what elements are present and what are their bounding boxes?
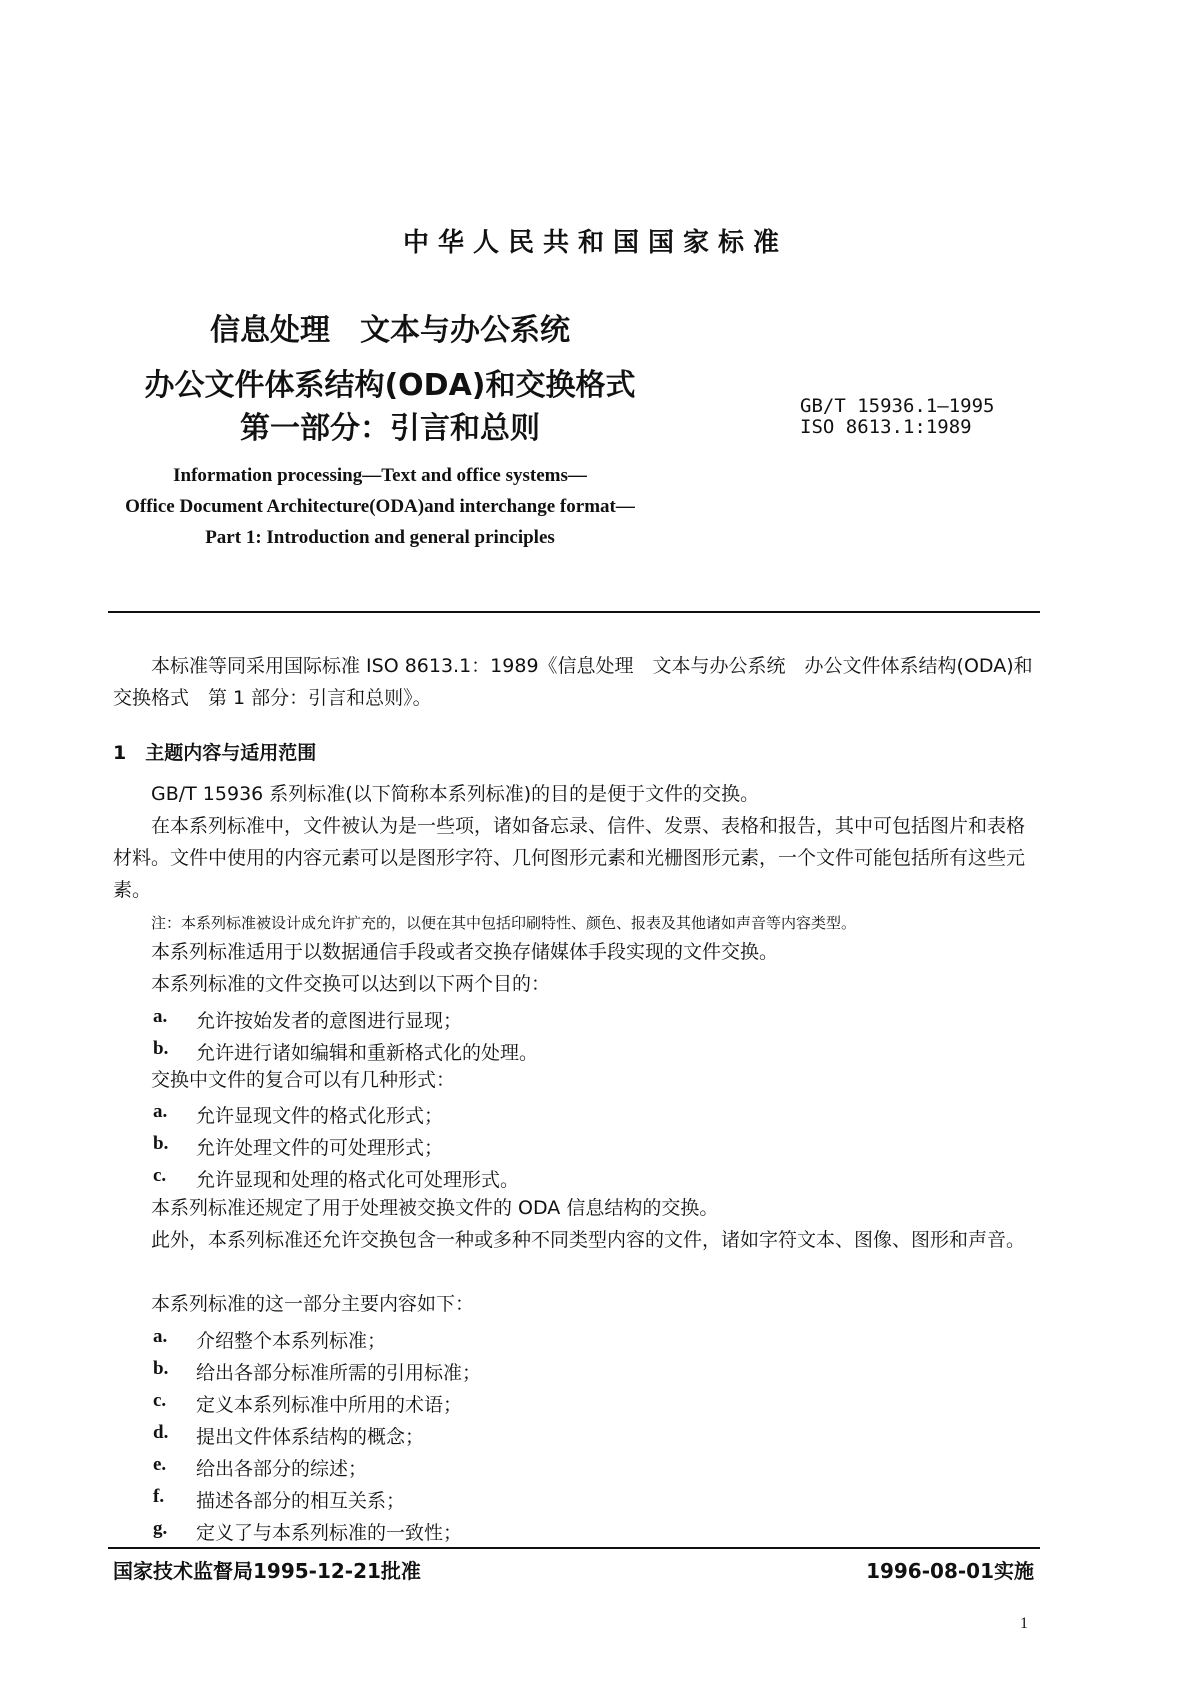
paragraph-7: 此外，本系列标准还允许交换包含一种或多种不同类型内容的文件，诸如字符文本、图像、图形和声音。 (151, 1229, 1026, 1251)
list-label: b. (153, 1358, 169, 1379)
page-number: 1 (1020, 1615, 1028, 1632)
effective-date: 1996-08-01实施 (866, 1559, 1034, 1583)
list-text: 允许处理文件的可处理形式； (196, 1137, 444, 1159)
list-text: 允许进行诸如编辑和重新格式化的处理。 (196, 1042, 539, 1064)
list-label: c. (153, 1165, 167, 1186)
title-en-line3: Part 1: Introduction and general principles (205, 527, 555, 548)
title-en-line2: Office Document Architecture(ODA)and interchange format— (125, 496, 635, 517)
list-text: 介绍整个本系列标准； (196, 1330, 387, 1352)
code-gb: GB/T 15936.1—1995 (800, 395, 995, 417)
list-label: b. (153, 1133, 169, 1154)
title-cn-line1: 信息处理 文本与办公系统 (210, 313, 570, 348)
list-label: b. (153, 1038, 169, 1059)
title-cn-line3: 第一部分：引言和总则 (240, 411, 540, 446)
list-label: a. (153, 1006, 168, 1027)
paragraph-4: 本系列标准的文件交换可以达到以下两个目的： (151, 973, 551, 995)
intro-paragraph: 本标准等同采用国际标准 ISO 8613.1：1989《信息处理 文本与办公系统 办公文件体系结构(ODA)和交换格式 第 1 部分：引言和总则》。 (113, 655, 1033, 709)
paragraph-5: 交换中文件的复合可以有几种形式： (151, 1069, 456, 1091)
paragraph-6: 本系列标准还规定了用于处理被交换文件的 ODA 信息结构的交换。 (151, 1197, 719, 1219)
paragraph-2: 在本系列标准中，文件被认为是一些项，诸如备忘录、信件、发票、表格和报告，其中可包括图片和表格材料。文件中使用的内容元素可以是图形字符、几何图形元素和光栅图形元素，一个文件可能包括所有这些元素。 (113, 815, 1026, 901)
national-standard-heading: 中华人民共和国国家标准 (402, 228, 788, 258)
list-text: 提出文件体系结构的概念； (196, 1426, 425, 1448)
list-label: g. (153, 1518, 168, 1539)
list-text: 定义本系列标准中所用的术语； (196, 1394, 463, 1416)
list-text: 允许显现文件的格式化形式； (196, 1105, 444, 1127)
note: 注：本系列标准被设计成允许扩充的，以便在其中包括印刷特性、颜色、报表及其他诸如声音等内容类型。 (151, 914, 857, 932)
list-text: 允许按始发者的意图进行显现； (196, 1010, 463, 1032)
title-cn-line2: 办公文件体系结构(ODA)和交换格式 (144, 368, 636, 403)
list-label: a. (153, 1101, 168, 1122)
list-label: d. (153, 1422, 169, 1443)
list-label: c. (153, 1390, 167, 1411)
list-label: a. (153, 1326, 168, 1347)
paragraph-1: GB/T 15936 系列标准(以下简称本系列标准)的目的是便于文件的交换。 (151, 783, 760, 805)
footer-divider (108, 1547, 1040, 1549)
approval-date: 国家技术监督局1995-12-21批准 (113, 1559, 421, 1583)
list-text: 给出各部分的综述； (196, 1458, 368, 1480)
title-en-line1: Information processing—Text and office systems— (173, 465, 587, 486)
paragraph-8: 本系列标准的这一部分主要内容如下： (151, 1293, 475, 1315)
list-text: 允许显现和处理的格式化可处理形式。 (196, 1169, 520, 1191)
paragraph-3: 本系列标准适用于以数据通信手段或者交换存储媒体手段实现的文件交换。 (151, 941, 779, 963)
list-text: 定义了与本系列标准的一致性； (196, 1522, 463, 1544)
list-label: e. (153, 1454, 167, 1475)
list-text: 给出各部分标准所需的引用标准； (196, 1362, 482, 1384)
list-label: f. (153, 1486, 165, 1507)
section1-heading: 1 主题内容与适用范围 (113, 742, 317, 764)
code-iso: ISO 8613.1:1989 (800, 416, 972, 438)
header-divider (108, 611, 1040, 613)
list-text: 描述各部分的相互关系； (196, 1490, 406, 1512)
